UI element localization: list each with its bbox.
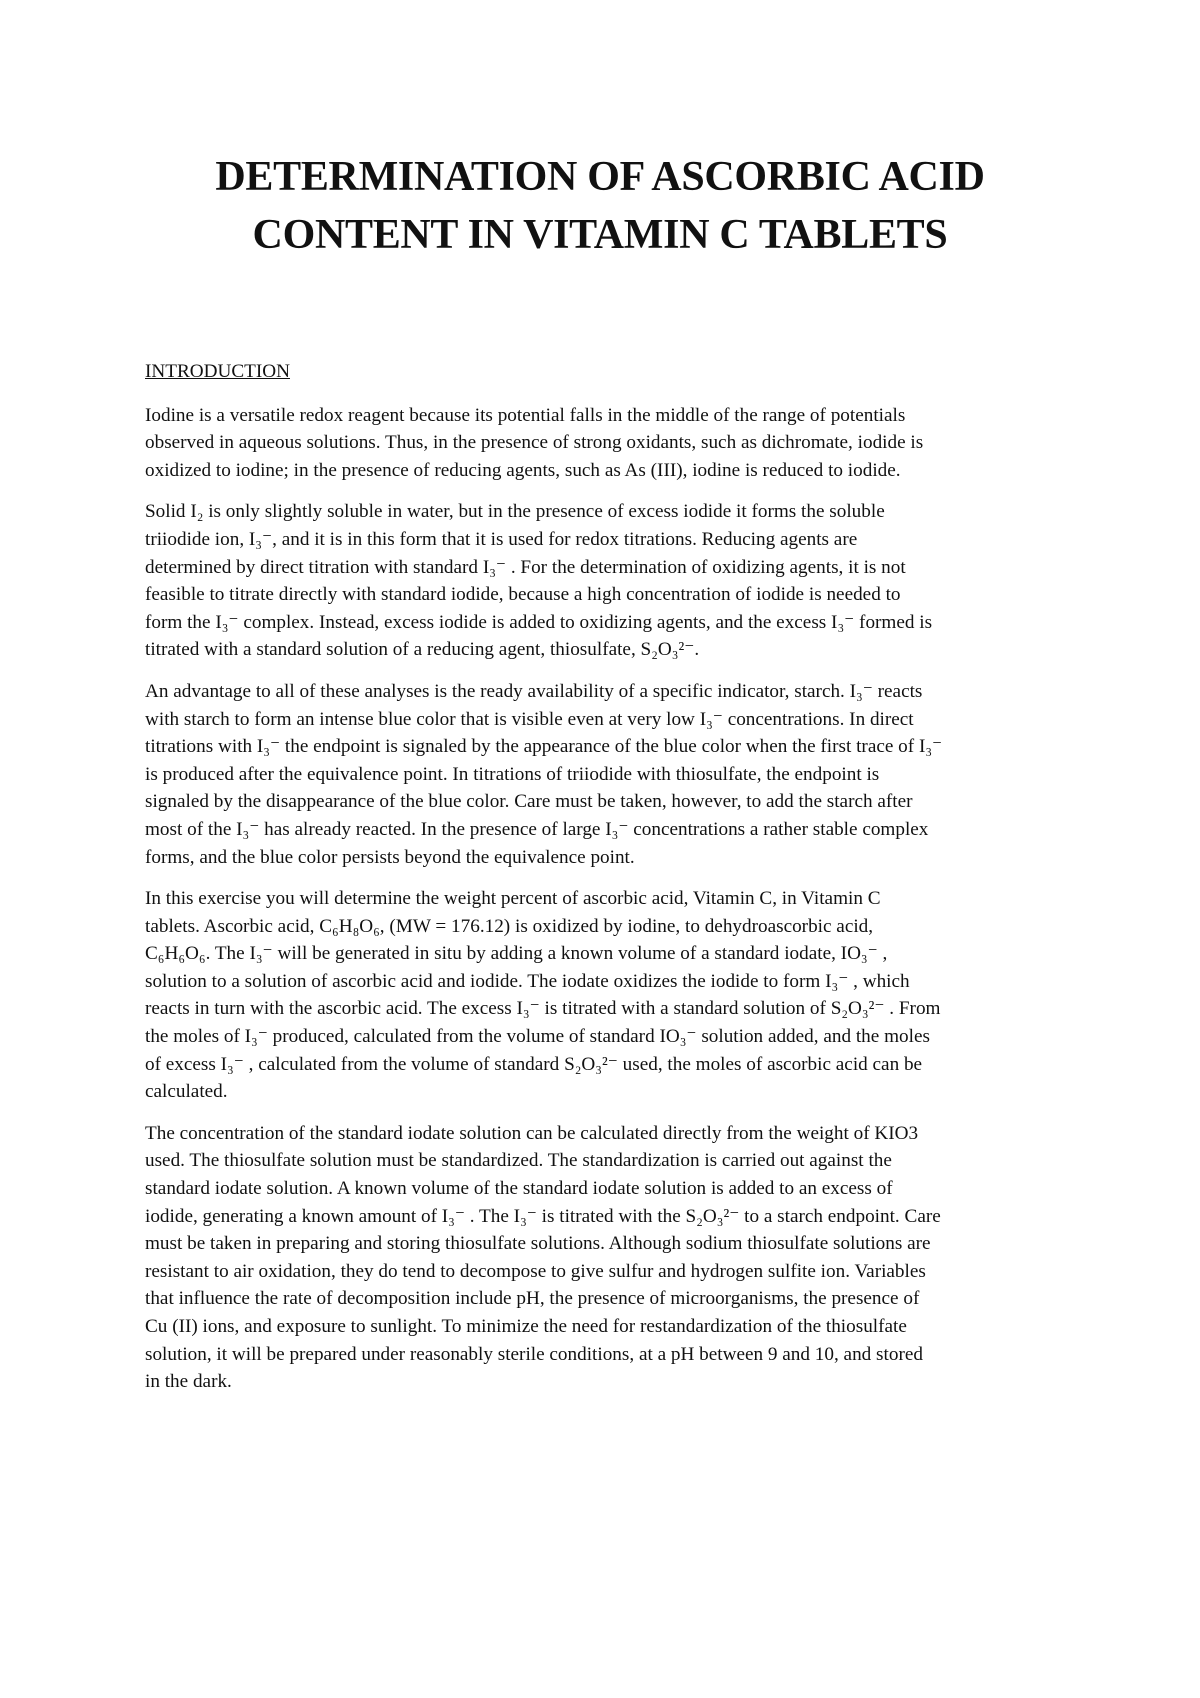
text-line: signaled by the disappearance of the blue color. Care must be taken, however, to add the starch after: [145, 791, 913, 813]
text-line: titrated with a standard solution of a reducing agent, thiosulfate, S₂O₃²⁻.: [145, 639, 700, 661]
text-line: titrations with I₃⁻ the endpoint is signaled by the appearance of the blue color when the first trace of I₃⁻: [145, 736, 943, 758]
document-body: [145, 358, 1065, 1410]
paragraph-1: [145, 402, 1065, 485]
text-line: of excess I₃⁻ , calculated from the volume of standard S₂O₃²⁻ used, the moles of ascorbic acid can be: [145, 1053, 923, 1075]
text-line: is produced after the equivalence point. In titrations of triiodide with thiosulfate, the endpoint is: [145, 763, 880, 785]
text-line: In this exercise you will determine the weight percent of ascorbic acid, Vitamin C, in Vitamin C: [145, 888, 881, 910]
text-line: Iodine is a versatile redox reagent because its potential falls in the middle of the range of potentials: [145, 404, 906, 426]
text-line: in the dark.: [145, 1371, 232, 1393]
paragraph-5: [145, 1120, 1065, 1396]
text-line: Cu (II) ions, and exposure to sunlight. To minimize the need for restandardization of the thiosulfate: [145, 1316, 907, 1337]
text-line: forms, and the blue color persists beyond the equivalence point.: [145, 846, 635, 868]
text-line: Solid I₂ is only slightly soluble in water, but in the presence of excess iodide it forms the soluble: [145, 501, 885, 523]
paragraph-3: [145, 678, 1065, 871]
title-line: CONTENT IN VITAMIN C TABLETS: [252, 212, 948, 258]
text-line: must be taken in preparing and storing thiosulfate solutions. Although sodium thiosulfate solutions are: [145, 1233, 931, 1255]
text-line: standard iodate solution. A known volume of the standard iodate solution is added to an excess of: [145, 1178, 893, 1200]
text-line: most of the I₃⁻ has already reacted. In the presence of large I₃⁻ concentrations a rather stable complex: [145, 818, 929, 840]
title-line: DETERMINATION OF ASCORBIC ACID: [215, 154, 985, 200]
text-line: iodide, generating a known amount of I₃⁻ . The I₃⁻ is titrated with the S₂O₃²⁻ to a starch endpoint. Care: [145, 1205, 941, 1227]
text-line: reacts in turn with the ascorbic acid. The excess I₃⁻ is titrated with a standard solution of S₂O₃²⁻ . From: [145, 998, 941, 1020]
paragraph-4: [145, 885, 1065, 1106]
text-line: tablets. Ascorbic acid, C₆H₈O₆, (MW = 176.12) is oxidized by iodine, to dehydroascorbic acid,: [145, 915, 874, 937]
text-line: determined by direct titration with standard I₃⁻ . For the determination of oxidizing agents, it is not: [145, 556, 906, 578]
section-heading: INTRODUCTION: [145, 361, 290, 382]
text-line: that influence the rate of decomposition include pH, the presence of microorganisms, the presence of: [145, 1288, 920, 1310]
text-line: used. The thiosulfate solution must be standardized. The standardization is carried out against the: [145, 1150, 892, 1172]
text-line: An advantage to all of these analyses is the ready availability of a specific indicator, starch. I₃⁻ reacts: [145, 680, 923, 702]
text-line: form the I₃⁻ complex. Instead, excess iodide is added to oxidizing agents, and the excess I₃⁻ formed is: [145, 611, 933, 633]
text-line: calculated.: [145, 1081, 228, 1103]
text-line: The concentration of the standard iodate solution can be calculated directly from the weight of KIO3: [145, 1122, 919, 1144]
text-line: with starch to form an intense blue color that is visible even at very low I₃⁻ concentrations. In direct: [145, 708, 914, 730]
text-line: solution to a solution of ascorbic acid and iodide. The iodate oxidizes the iodide to form I₃⁻ , which: [145, 970, 910, 992]
text-line: the moles of I₃⁻ produced, calculated from the volume of standard IO₃⁻ solution added, and the moles: [145, 1026, 930, 1048]
text-line: feasible to titrate directly with standard iodide, because a high concentration of iodide is needed to: [145, 584, 901, 606]
text-line: resistant to air oxidation, they do tend to decompose to give sulfur and hydrogen sulfite ion. Variables: [145, 1260, 926, 1282]
text-line: solution, it will be prepared under reasonably sterile conditions, at a pH between 9 and 10, and stored: [145, 1343, 923, 1365]
text-line: observed in aqueous solutions. Thus, in the presence of strong oxidants, such as dichromate, iodide is: [145, 432, 924, 454]
paragraph-2: [145, 498, 1065, 664]
document-title: [100, 148, 1100, 264]
text-line: triiodide ion, I₃⁻, and it is in this form that it is used for redox titrations. Reducing agents are: [145, 528, 858, 550]
text-line: C₆H₆O₆. The I₃⁻ will be generated in situ by adding a known volume of a standard iodate, IO₃⁻ ,: [145, 943, 888, 965]
text-line: oxidized to iodine; in the presence of reducing agents, such as As (III), iodine is reduced to iodide.: [145, 459, 901, 481]
